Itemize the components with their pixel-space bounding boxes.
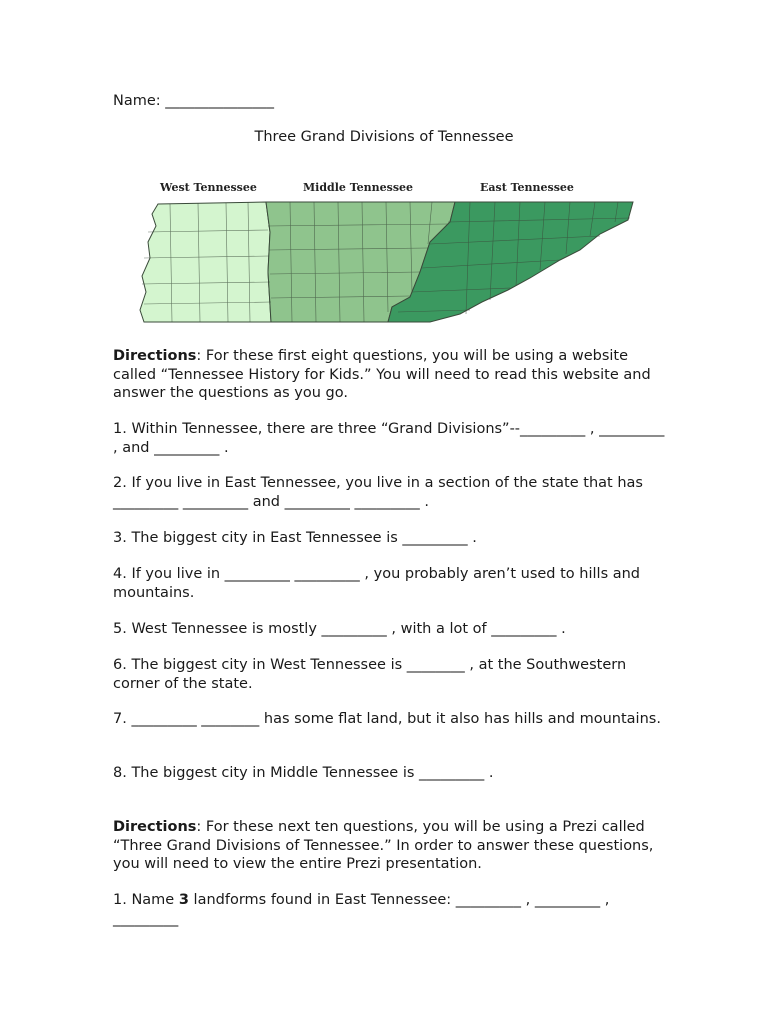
directions-text-2: : For these next ten questions, you will be using a Prezi called “Three Grand Divisions of Tennessee.” In order to answer these questions, you will need to view the entire Prezi presentation.	[113, 819, 659, 872]
tennessee-divisions-map	[130, 172, 640, 332]
directions-section-1	[113, 347, 673, 403]
prezi-question-1-count: 3	[178, 892, 189, 908]
question-6: 6. The biggest city in West Tennessee is ________ , at the Southwestern corner of the state.	[113, 657, 631, 692]
map-label-middle: Middle Tennessee	[303, 181, 414, 194]
prezi-question-1-suffix: landforms found in East Tennessee: _________ , _________ , _________	[113, 892, 614, 927]
page-title: Three Grand Divisions of Tennessee	[254, 129, 514, 145]
map-label-east: East Tennessee	[480, 181, 574, 194]
name-field-label: Name: _______________	[113, 93, 275, 109]
question-7: 7. _________ ________ has some flat land, but it also has hills and mountains.	[113, 711, 661, 727]
question-3: 3. The biggest city in East Tennessee is _________ .	[113, 530, 477, 546]
question-5: 5. West Tennessee is mostly _________ , with a lot of _________ .	[113, 621, 566, 637]
directions-text-1: : For these first eight questions, you will be using a website called “Tennessee History for Kids.” You will need to read this website and answer the questions as you go.	[113, 348, 656, 401]
question-8: 8. The biggest city in Middle Tennessee is _________ .	[113, 765, 494, 781]
prezi-question-1	[113, 891, 673, 928]
directions-label-2: Directions	[113, 819, 197, 835]
directions-section-2	[113, 818, 673, 874]
question-1: 1. Within Tennessee, there are three “Grand Divisions”--_________ , _________ , and _________ .	[113, 421, 669, 456]
map-label-west: West Tennessee	[160, 181, 257, 194]
prezi-question-1-prefix: 1. Name	[113, 892, 179, 908]
directions-label-1: Directions	[113, 348, 197, 364]
question-2: 2. If you live in East Tennessee, you live in a section of the state that has _________ _________ and _________ _________ .	[113, 475, 648, 510]
question-4: 4. If you live in _________ _________ , you probably aren’t used to hills and mountains.	[113, 566, 645, 601]
